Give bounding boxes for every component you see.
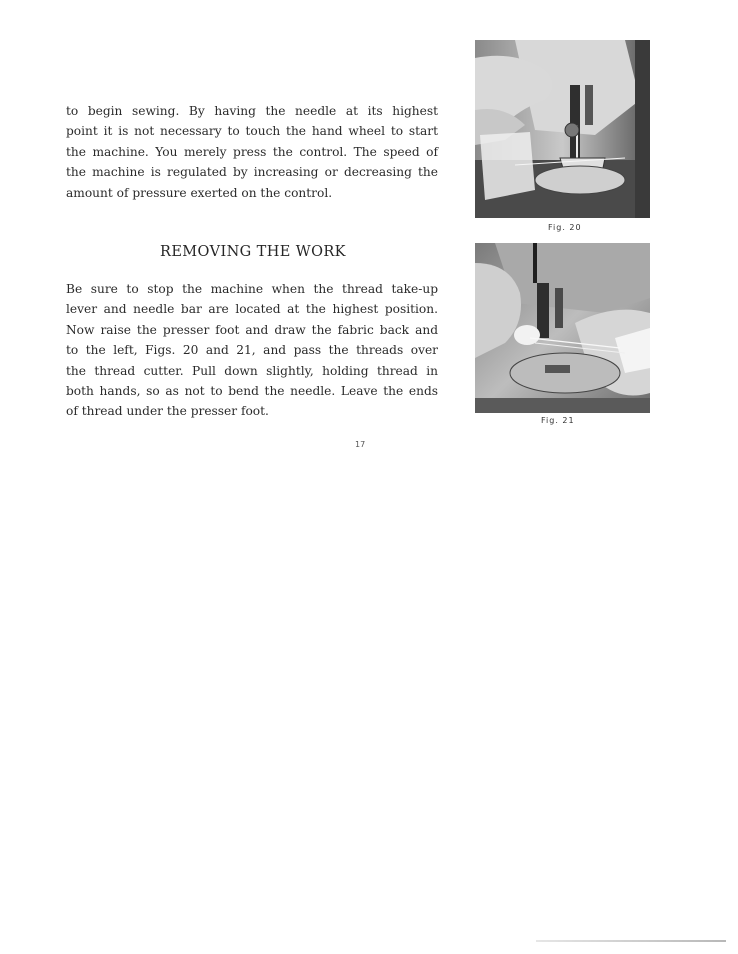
paragraph-line: of thread under the presser foot. xyxy=(66,404,269,419)
section-heading: REMOVING THE WORK xyxy=(160,244,346,260)
paragraph-line: Be sure to stop the machine when the thread take-up xyxy=(66,282,438,296)
page-number: 17 xyxy=(355,440,366,449)
paragraph-line: the machine is regulated by increasing or decreasing the xyxy=(66,165,438,180)
intro-paragraph xyxy=(66,101,438,203)
footer-divider xyxy=(536,940,726,942)
paragraph-line: point it is not necessary to touch the hand wheel to start xyxy=(66,124,438,139)
paragraph-line: to the left, Figs. 20 and 21, and pass the threads over xyxy=(66,343,438,358)
removing-work-paragraph xyxy=(66,279,438,422)
figure-21-photo xyxy=(475,243,650,413)
figure-20-photo xyxy=(475,40,650,218)
figure-20-caption: Fig. 20 xyxy=(548,223,582,232)
paragraph-line: the machine. You merely press the control. The speed of xyxy=(66,144,438,159)
paragraph-line: the thread cutter. Pull down slightly, holding thread in xyxy=(66,363,438,378)
paragraph-line: both hands, so as not to bend the needle. Leave the ends xyxy=(66,384,438,399)
paragraph-line: lever and needle bar are located at the highest position. xyxy=(66,302,438,317)
paragraph-line: Now raise the presser foot and draw the fabric back and xyxy=(66,322,438,337)
paragraph-line: amount of pressure exerted on the control. xyxy=(66,185,333,200)
figure-21-caption: Fig. 21 xyxy=(541,416,575,425)
paragraph-line: to begin sewing. By having the needle at its highest xyxy=(66,104,438,118)
